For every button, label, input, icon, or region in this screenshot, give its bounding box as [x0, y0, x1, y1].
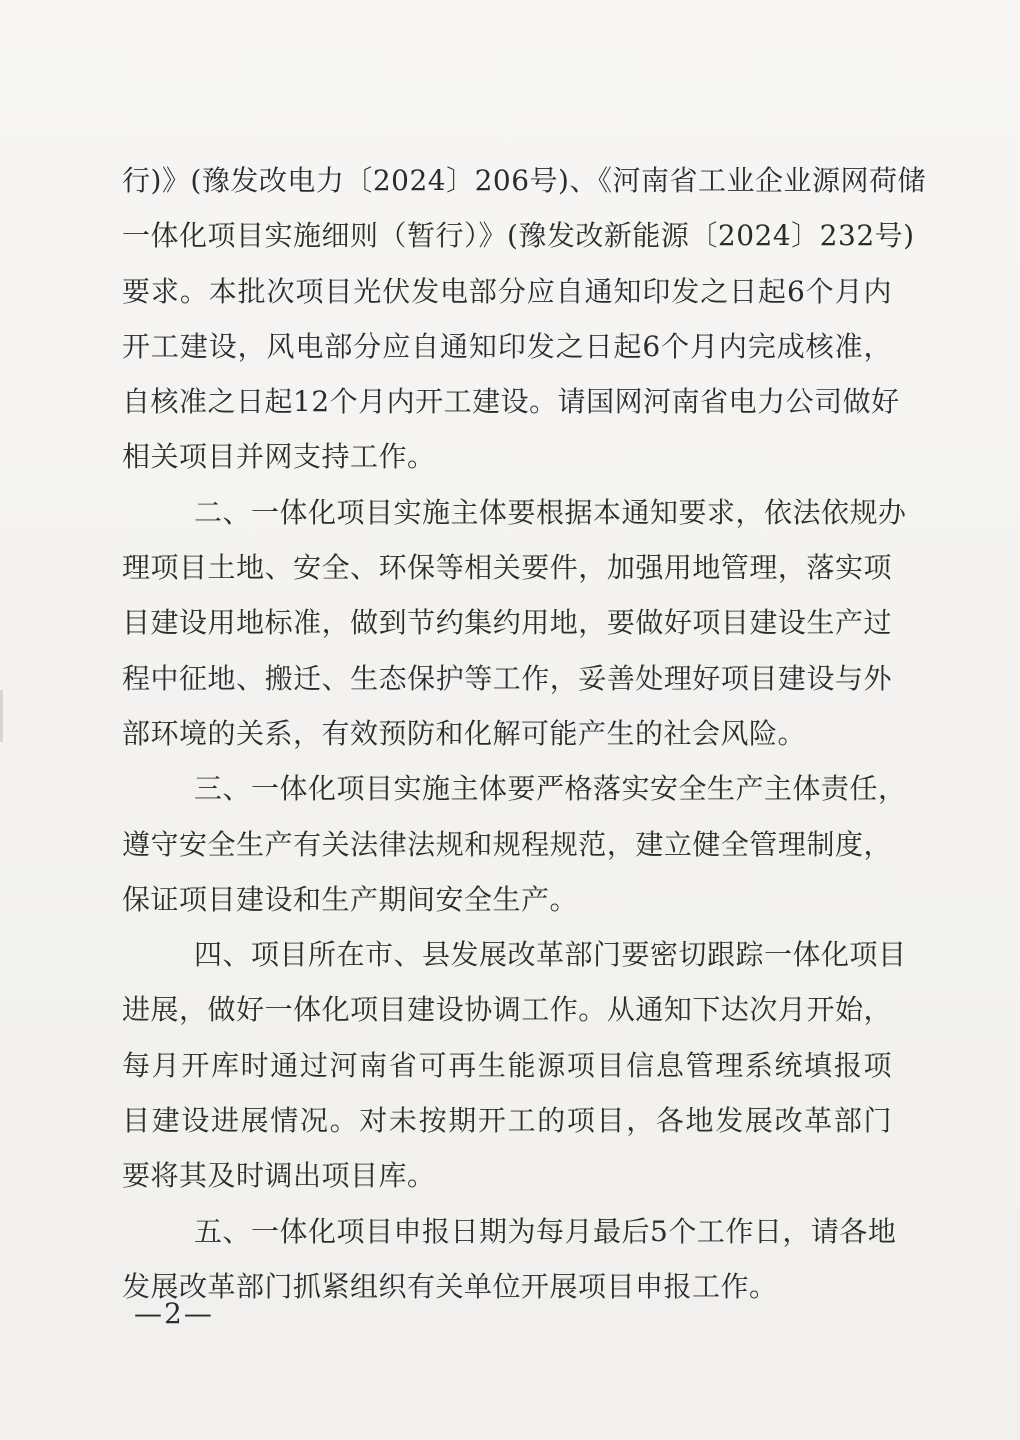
text-line: 行)》(豫发改电力〔2024〕206号)、《河南省工业企业源网荷储	[122, 164, 926, 197]
text-line: 四、项目所在市、县发展改革部门要密切跟踪一体化项目	[194, 938, 907, 972]
text-line: 每月开库时通过河南省可再生能源项目信息管理系统填报项	[122, 1048, 892, 1082]
text-line: 部环境的关系，有效预防和化解可能产生的社会风险。	[122, 716, 807, 750]
text-line: 要求。本批次项目光伏发电部分应自通知印发之日起6个月内	[122, 274, 892, 308]
document-body	[122, 153, 926, 1314]
text-line: 二、一体化项目实施主体要根据本通知要求，依法依规办	[194, 495, 907, 529]
text-line: 目建设用地标准，做到节约集约用地，要做好项目建设生产过	[122, 606, 892, 640]
text-line: 三、一体化项目实施主体要严格落实安全生产主体责任，	[194, 772, 907, 806]
page-number: —2—	[134, 1297, 214, 1330]
text-line: 程中征地、搬迁、生态保护等工作，妥善处理好项目建设与外	[122, 661, 892, 695]
text-line: 发展改革部门抓紧组织有关单位开展项目申报工作。	[122, 1269, 778, 1303]
text-line: 五、一体化项目申报日期为每月最后5个工作日，请各地	[194, 1214, 897, 1248]
text-line: 相关项目并网支持工作。	[122, 440, 436, 474]
scan-edge-mark	[0, 690, 3, 742]
text-line: 目建设进展情况。对未按期开工的项目，各地发展改革部门	[122, 1104, 892, 1138]
text-line: 开工建设，风电部分应自通知印发之日起6个月内完成核准，	[122, 329, 892, 363]
text-line: 自核准之日起12个月内开工建设。请国网河南省电力公司做好	[122, 385, 900, 419]
text-line: 保证项目建设和生产期间安全生产。	[122, 882, 579, 916]
text-line: 要将其及时调出项目库。	[122, 1159, 436, 1193]
text-line: 一体化项目实施细则（暂行）》(豫发改新能源〔2024〕232号)	[122, 219, 915, 253]
text-line: 理项目土地、安全、环保等相关要件，加强用地管理，落实项	[122, 551, 892, 585]
text-line: 进展，做好一体化项目建设协调工作。从通知下达次月开始，	[122, 993, 892, 1027]
text-line: 遵守安全生产有关法律法规和规程规范，建立健全管理制度，	[122, 827, 892, 861]
